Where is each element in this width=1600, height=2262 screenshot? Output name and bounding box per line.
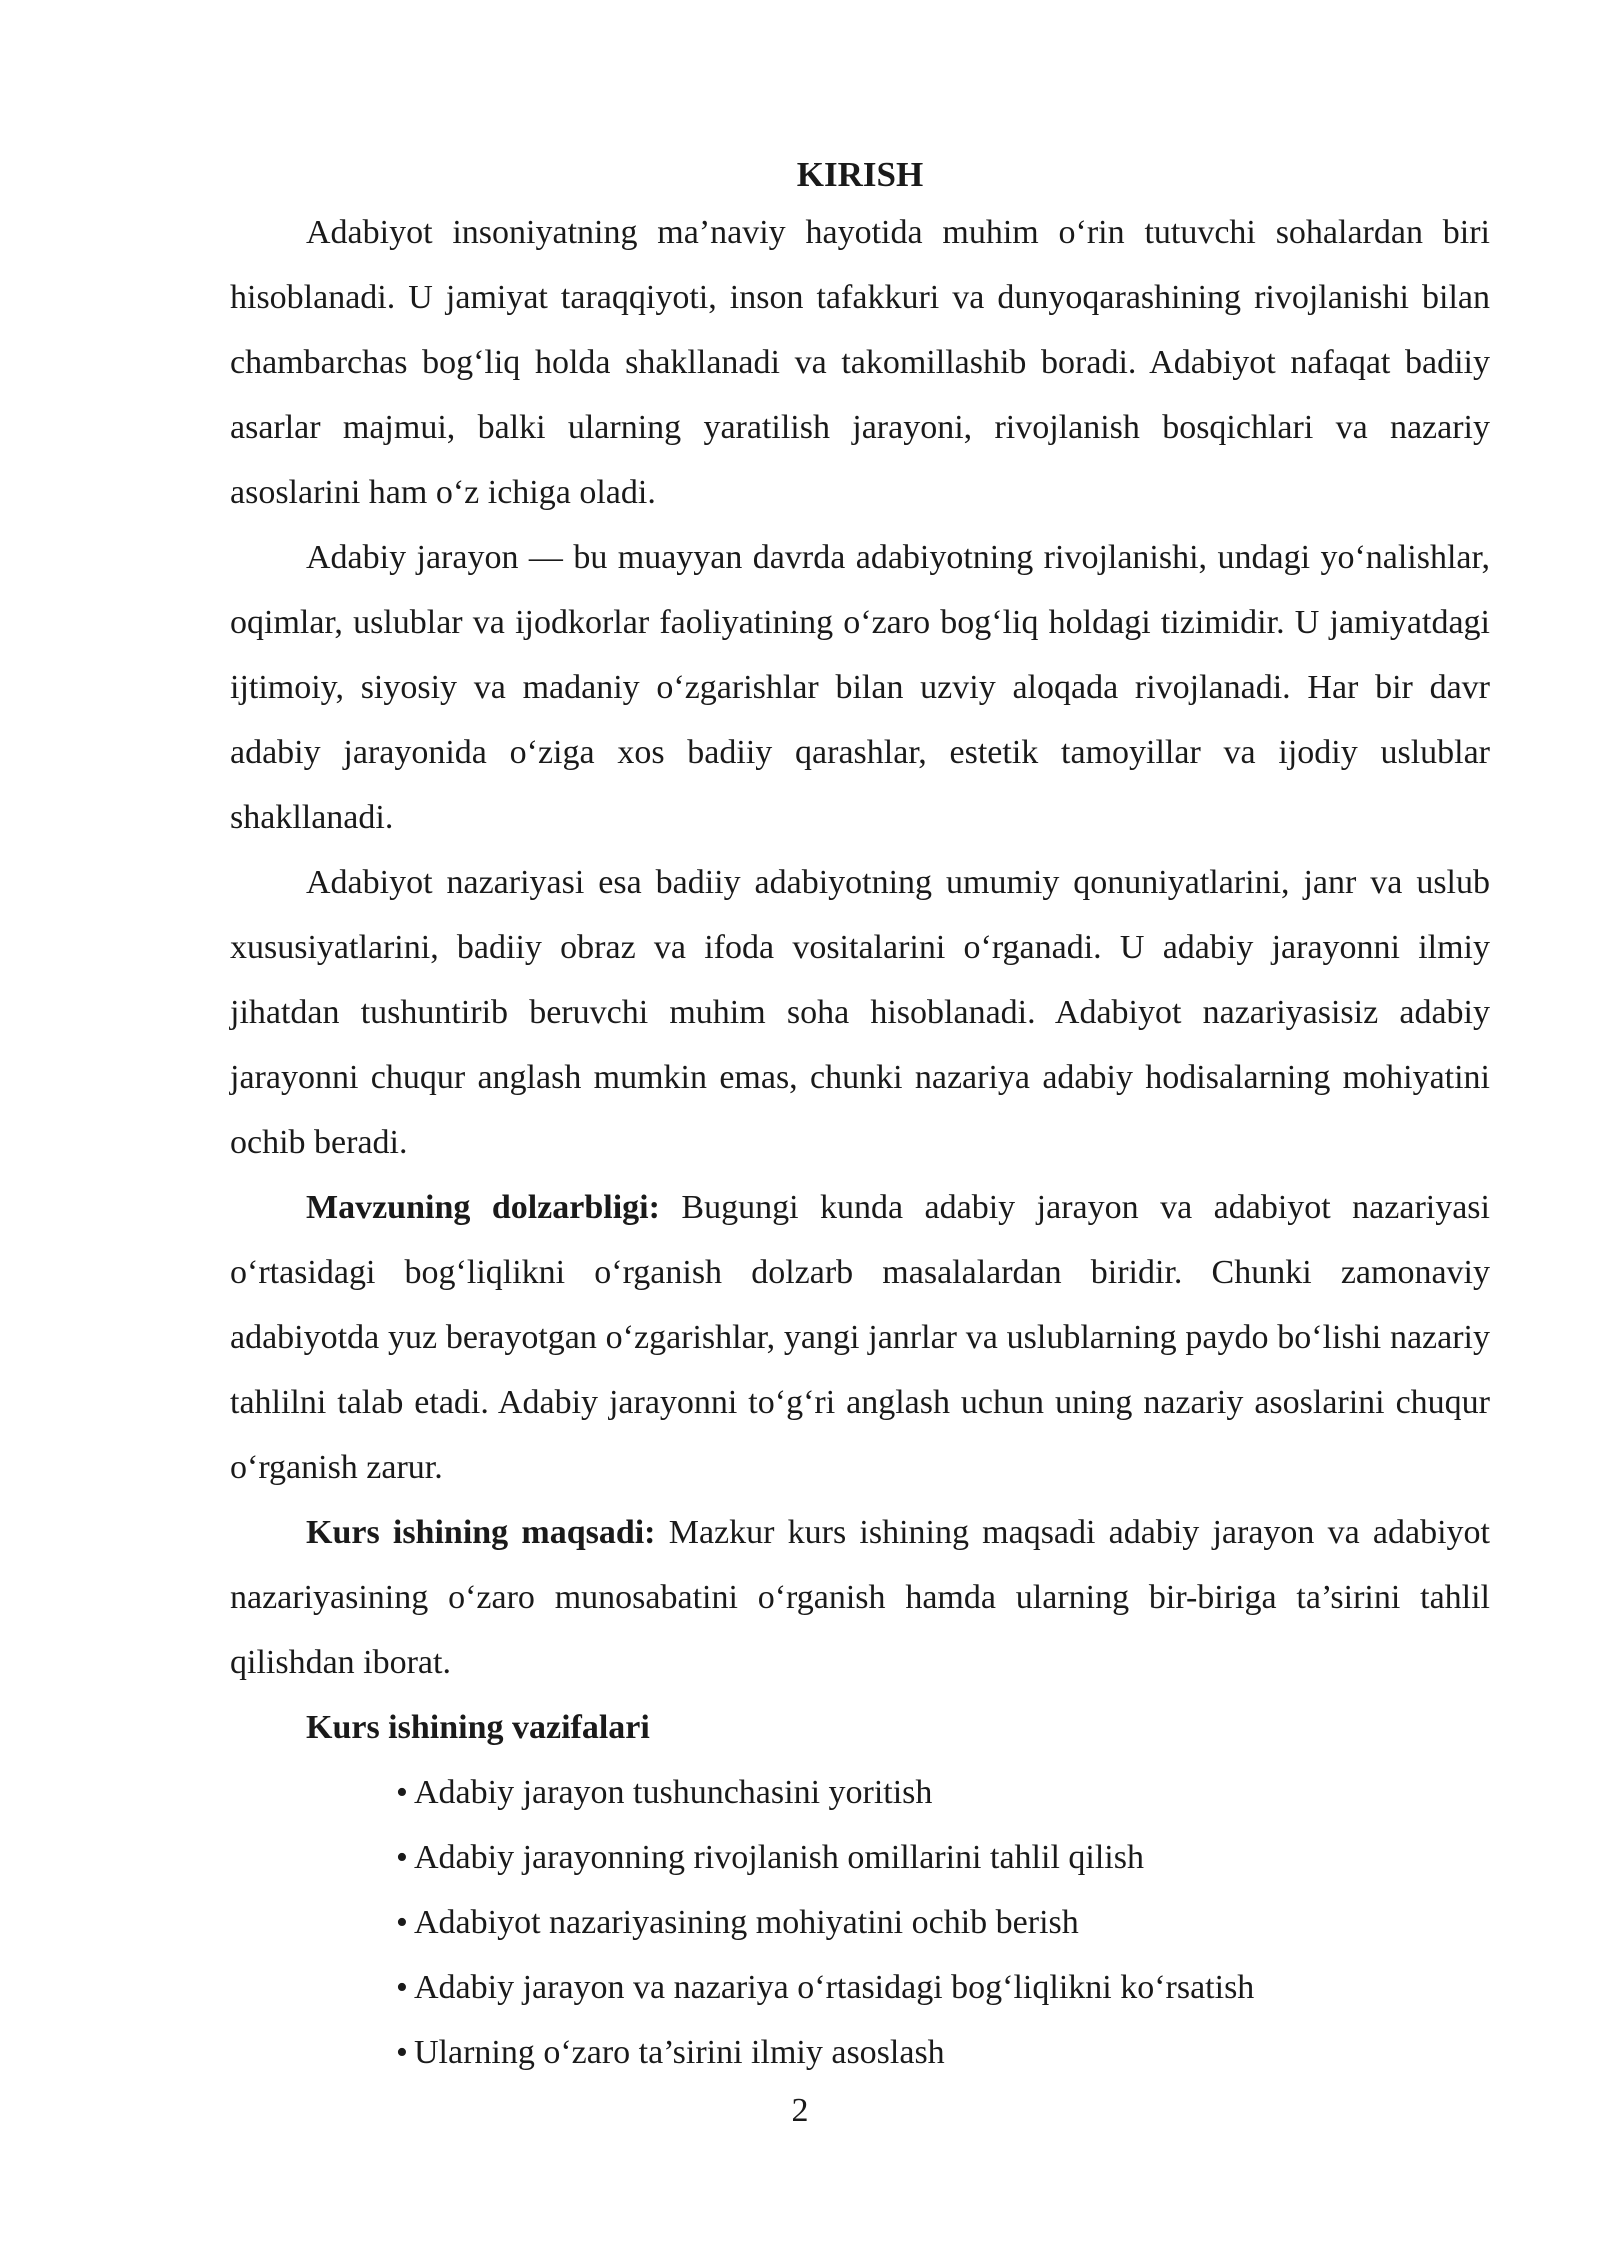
page-number: 2 — [791, 2092, 809, 2129]
goal-text: Mazkur kurs ishining maqsadi adabiy jarayon va adabiyot nazariyasining o‘zaro munosabatini o‘rganish hamda ularning bir-biriga ta’sirini tahlil qilishdan iborat. — [230, 1514, 1490, 1681]
bullet-icon: • — [396, 1839, 408, 1876]
intro-paragraph-1: Adabiyot insoniyatning ma’naviy hayotida muhim o‘rin tutuvchi sohalardan biri hisoblanadi. U jamiyat taraqqiyoti, inson tafakkuri va dunyoqarashining rivojlanishi bilan chambarchas bog‘liq holda shakllanadi va takomillashib boradi. Adabiyot nafaqat badiiy asarlar majmui, balki ularning yaratilish jarayoni, rivojlanish bosqichlari va nazariy asoslarini ham o‘z ichiga oladi. — [230, 214, 1490, 511]
list-item-text: Ularning o‘zaro ta’sirini ilmiy asoslash — [414, 2034, 945, 2071]
relevance-text: Bugungi kunda adabiy jarayon va adabiyot nazariyasi o‘rtasidagi bog‘liqlikni o‘rganish dolzarb masalalardan biridir. Chunki zamonaviy adabiyotda yuz berayotgan o‘zgarishlar, yangi janrlar va uslublarning paydo bo‘lishi nazariy tahlilni talab etadi. Adabiy jarayonni to‘g‘ri anglash uchun uning nazariy asoslarini chuqur o‘rganish zarur. — [230, 1189, 1490, 1486]
tasks-heading: Kurs ishining vazifalari — [306, 1709, 650, 1746]
goal-label: Kurs ishining maqsadi: — [306, 1514, 656, 1551]
relevance-paragraph — [230, 1175, 1490, 1500]
list-item-text: Adabiy jarayon va nazariya o‘rtasidagi bog‘liqlikni ko‘rsatish — [414, 1969, 1255, 2006]
list-item-text: Adabiy jarayon tushunchasini yoritish — [414, 1774, 933, 1811]
list-item-text: Adabiy jarayonning rivojlanish omillarini tahlil qilish — [414, 1839, 1144, 1876]
page-title: KIRISH — [796, 155, 924, 194]
intro-paragraph-2: Adabiy jarayon — bu muayyan davrda adabiyotning rivojlanishi, undagi yo‘nalishlar, oqimlar, uslublar va ijodkorlar faoliyatining o‘zaro bog‘liq holdagi tizimidir. U jamiyatdagi ijtimoiy, siyosiy va madaniy o‘zgarishlar bilan uzviy aloqada rivojlanadi. Har bir davr adabiy jarayonida o‘ziga xos badiiy qarashlar, estetik tamoyillar va ijodiy uslublar shakllanadi. — [230, 539, 1490, 836]
bullet-icon: • — [396, 2034, 408, 2071]
goal-paragraph — [230, 1500, 1490, 1695]
relevance-label: Mavzuning dolzarbligi: — [306, 1189, 660, 1226]
bullet-icon: • — [396, 1904, 408, 1941]
list-item — [396, 1890, 1490, 1955]
list-item — [396, 1760, 1490, 1825]
list-item — [396, 1825, 1490, 1890]
bullet-icon: • — [396, 1969, 408, 2006]
document-page — [230, 150, 1490, 2085]
list-item — [396, 1955, 1490, 2020]
tasks-list — [230, 1760, 1490, 2085]
intro-paragraph-3: Adabiyot nazariyasi esa badiiy adabiyotning umumiy qonuniyatlarini, janr va uslub xususiyatlarini, badiiy obraz va ifoda vositalarini o‘rganadi. U adabiy jarayonni ilmiy jihatdan tushuntirib beruvchi muhim soha hisoblanadi. Adabiyot nazariyasisiz adabiy jarayonni chuqur anglash mumkin emas, chunki nazariya adabiy hodisalarning mohiyatini ochib beradi. — [230, 864, 1490, 1161]
list-item — [396, 2020, 1490, 2085]
bullet-icon: • — [396, 1774, 408, 1811]
list-item-text: Adabiyot nazariyasining mohiyatini ochib berish — [414, 1904, 1079, 1941]
